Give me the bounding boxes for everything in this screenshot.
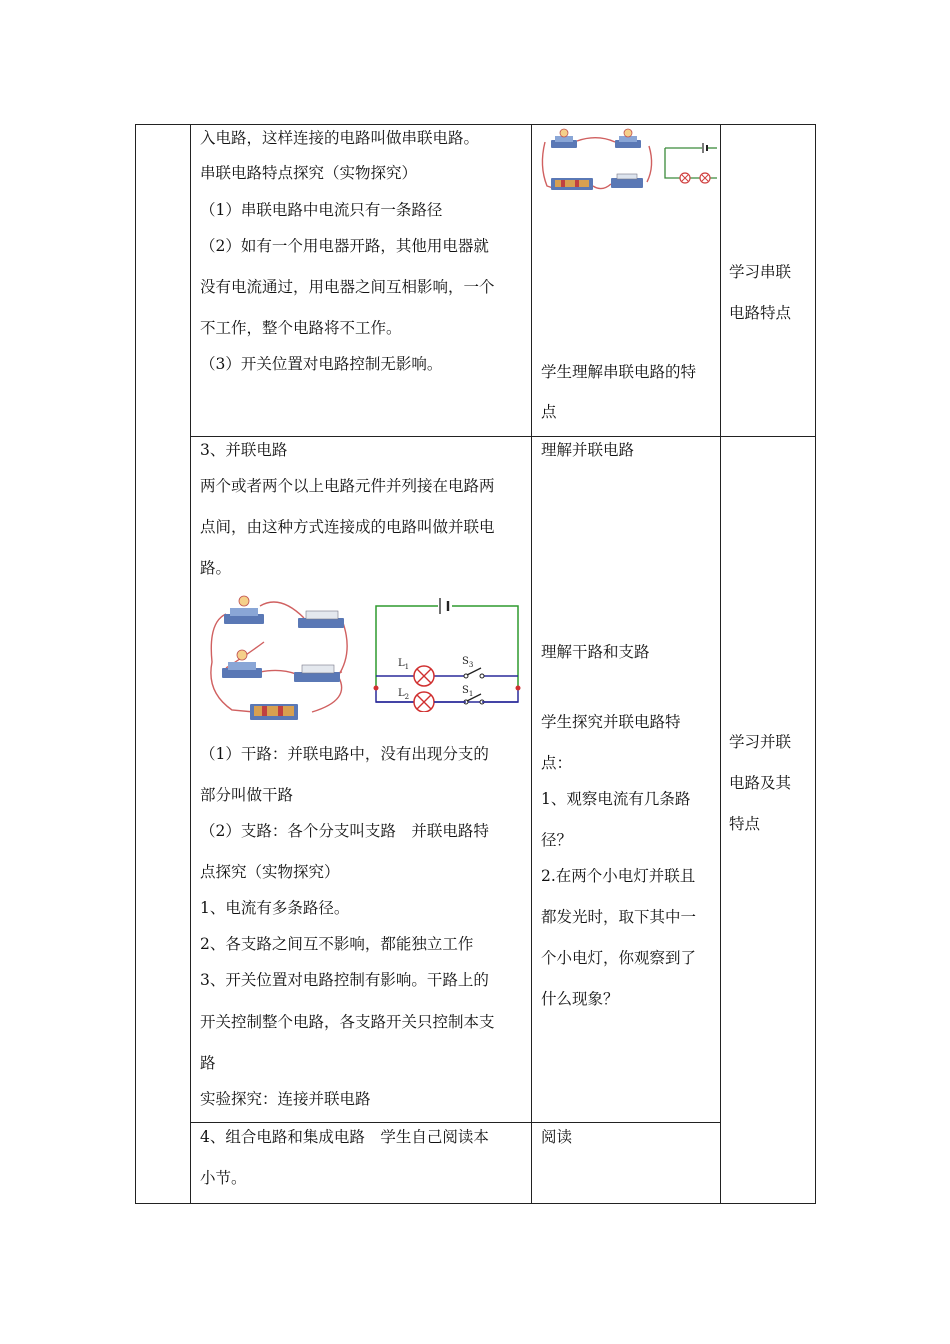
content-line: 4、组合电路和集成电路 学生自己阅读本 xyxy=(200,1128,489,1146)
table-border-bottom xyxy=(135,1203,816,1204)
student-activity-line: 理解并联电路 xyxy=(541,441,635,459)
lamp-symbol-icon xyxy=(680,173,690,183)
row-divider-2 xyxy=(190,1122,721,1123)
content-line: 2、各支路之间互不影响，都能独立工作 xyxy=(200,935,474,953)
student-activity-line: 都发光时，取下其中一 xyxy=(541,908,697,926)
content-line: 1、电流有多条路径。 xyxy=(200,899,350,917)
student-activity-line: 理解干路和支路 xyxy=(541,643,650,661)
lamp-l2-subscript: 2 xyxy=(404,693,410,701)
content-line: 路。 xyxy=(200,559,232,577)
content-line: 路 xyxy=(200,1054,216,1072)
svg-text:S3 xyxy=(462,656,473,669)
content-line: （1）干路：并联电路中，没有出现分支的 xyxy=(200,745,489,763)
content-line: 两个或者两个以上电路元件并列接在电路两 xyxy=(200,477,495,495)
battery-icon xyxy=(250,704,298,720)
student-activity-line: 径？ xyxy=(541,831,573,849)
parallel-circuit-photo xyxy=(202,592,356,728)
student-activity-line: 学生理解串联电路的特 xyxy=(541,363,697,381)
lamp-l1-label: L xyxy=(398,658,405,669)
switch-s3-label: S xyxy=(462,656,469,667)
content-line: 入电路，这样连接的电路叫做串联电路。 xyxy=(200,129,480,147)
series-circuit-image xyxy=(537,126,717,198)
table-border-left xyxy=(135,124,136,1204)
table-divider-3 xyxy=(720,124,721,1204)
parallel-circuit-schematic xyxy=(372,598,526,712)
content-line: 点探究（实物探究） xyxy=(200,863,340,881)
content-line: 点间，由这种方式连接成的电路叫做并联电 xyxy=(200,518,495,536)
row-divider-1 xyxy=(190,436,816,437)
content-line: （3）开关位置对电路控制无影响。 xyxy=(200,355,443,373)
content-line: 3、开关位置对电路控制有影响。干路上的 xyxy=(200,971,489,989)
content-line: 实验探究：连接并联电路 xyxy=(200,1090,371,1108)
content-line: 部分叫做干路 xyxy=(200,786,294,804)
table-divider-2 xyxy=(531,124,532,1204)
switch-icon xyxy=(294,665,340,682)
lamp-symbol-icon xyxy=(414,666,434,686)
table-divider-1 xyxy=(190,124,191,1204)
content-line: 串联电路特点探究（实物探究） xyxy=(200,164,418,182)
switch-s1-subscript: 1 xyxy=(468,690,474,698)
switch-symbol-icon xyxy=(464,668,484,678)
design-intent-line: 学习串联 xyxy=(729,263,792,281)
student-activity-line: 阅读 xyxy=(541,1128,573,1146)
svg-text:S1 xyxy=(462,685,473,698)
bulb-icon xyxy=(551,129,577,148)
content-line: 没有电流通过，用电器之间互相影响，一个 xyxy=(200,278,495,296)
section-heading: 3、并联电路 xyxy=(200,441,288,459)
content-line: 开关控制整个电路，各支路开关只控制本支 xyxy=(200,1013,495,1031)
lamp-l1-subscript: 1 xyxy=(404,663,410,671)
lamp-symbol-icon xyxy=(700,173,710,183)
table-border-right xyxy=(815,124,816,1204)
svg-text:L2 xyxy=(398,688,409,701)
bulb-icon xyxy=(224,596,264,624)
battery-icon xyxy=(551,178,593,190)
content-line: 小节。 xyxy=(200,1169,247,1187)
switch-icon xyxy=(611,174,643,188)
student-activity-line: 1、观察电流有几条路 xyxy=(541,790,691,808)
student-activity-line: 什么现象？ xyxy=(541,990,619,1008)
student-activity-line: 学生探究并联电路特 xyxy=(541,713,681,731)
switch-icon xyxy=(298,611,344,628)
bulb-icon xyxy=(222,650,262,678)
student-activity-line: 2.在两个小电灯并联且 xyxy=(541,867,696,885)
design-intent-line: 特点 xyxy=(729,815,761,833)
lamp-l2-label: L xyxy=(398,688,405,699)
switch-s3-subscript: 3 xyxy=(468,661,474,669)
design-intent-line: 电路特点 xyxy=(729,304,792,322)
content-line: （1）串联电路中电流只有一条路径 xyxy=(200,201,443,219)
switch-s1-label: S xyxy=(462,685,469,696)
content-line: （2）支路：各个分支叫支路 并联电路特 xyxy=(200,822,489,840)
bulb-icon xyxy=(615,129,641,148)
lamp-symbol-icon xyxy=(414,692,434,712)
table-border-top xyxy=(135,124,816,125)
content-line: 不工作，整个电路将不工作。 xyxy=(200,319,402,337)
design-intent-line: 电路及其 xyxy=(729,774,792,792)
svg-text:L1 xyxy=(398,658,409,671)
student-activity-line: 点： xyxy=(541,754,573,772)
student-activity-line: 个小电灯，你观察到了 xyxy=(541,949,697,967)
design-intent-line: 学习并联 xyxy=(729,733,792,751)
content-line: （2）如有一个用电器开路，其他用电器就 xyxy=(200,237,489,255)
student-activity-line: 点 xyxy=(541,403,557,421)
